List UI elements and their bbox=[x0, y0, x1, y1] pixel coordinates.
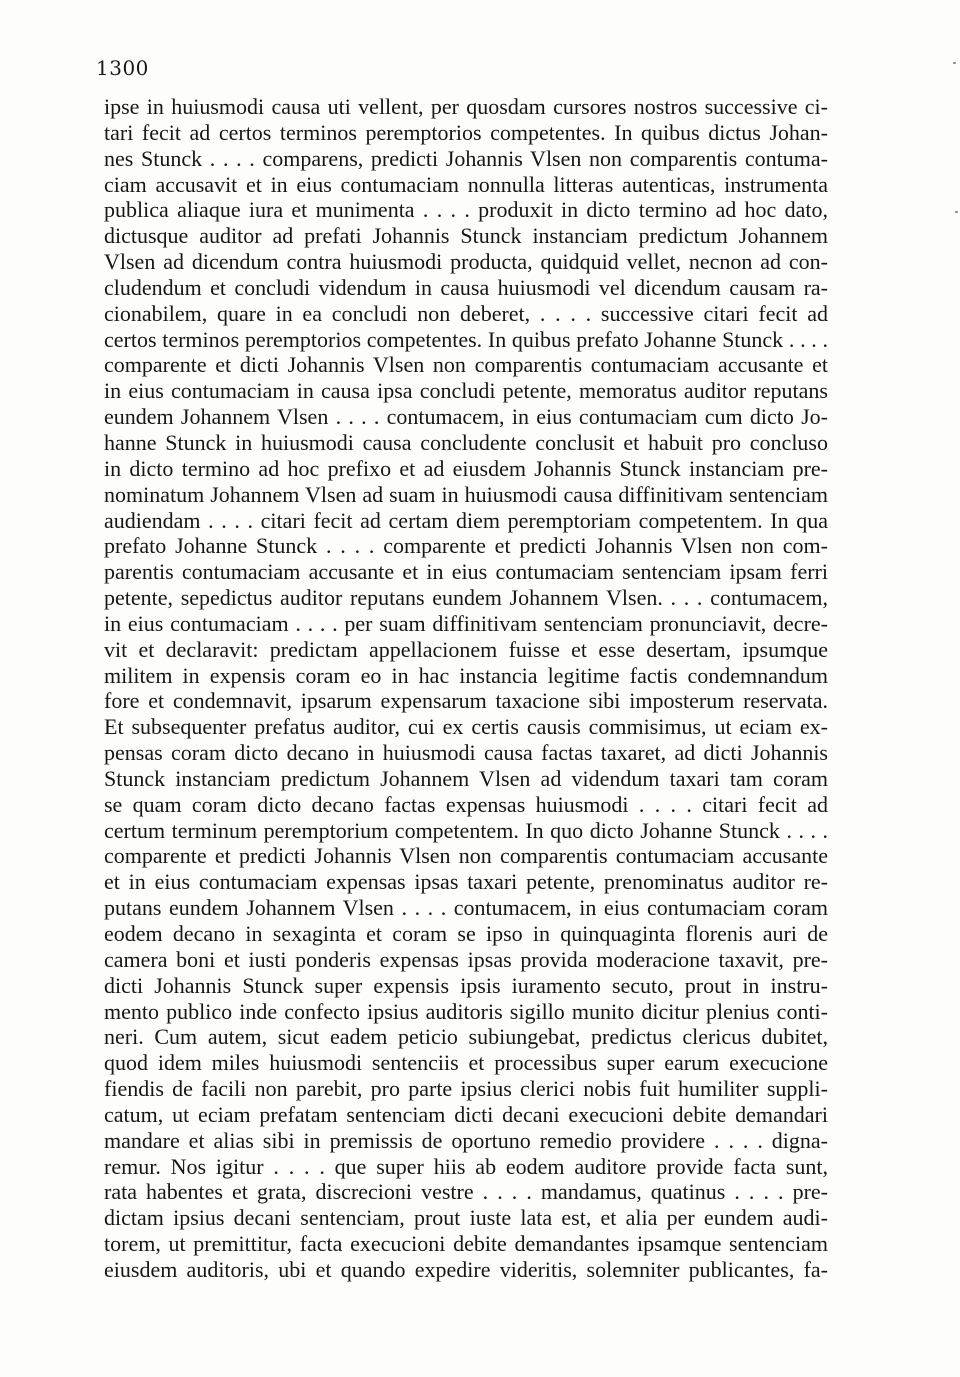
text-line: mandare et alias sibi in premissis de oportuno remedio providere . . . . digna- bbox=[104, 1127, 828, 1153]
text-line: mento publico inde confecto ipsius auditoris sigillo munito dicitur plenius conti- bbox=[104, 998, 828, 1024]
text-line: fore et condemnavit, ipsarum expensarum taxacione sibi imposterum reservata. bbox=[104, 688, 828, 714]
text-line: hanne Stunck in huiusmodi causa concludente conclusit et habuit pro concluso bbox=[104, 429, 828, 455]
scan-speck bbox=[955, 211, 958, 213]
text-line: publica aliaque iura et munimenta . . . . produxit in dicto termino ad hoc dato, bbox=[104, 197, 828, 223]
text-line: in eius contumaciam . . . . per suam diffinitivam sentenciam pronunciavit, decre- bbox=[104, 610, 828, 636]
text-line: pensas coram dicto decano in huiusmodi causa factas taxaret, ad dicti Johannis bbox=[104, 740, 828, 766]
text-line: camera boni et iusti ponderis expensas ipsas provida moderacione taxavit, pre- bbox=[104, 946, 828, 972]
text-line: militem in expensis coram eo in hac instancia legitime factis condemnandum bbox=[104, 662, 828, 688]
text-line: remur. Nos igitur . . . . que super hiis ab eodem auditore provide facta sunt, bbox=[104, 1153, 828, 1179]
text-line: et in eius contumaciam expensas ipsas taxari petente, prenominatus auditor re- bbox=[104, 869, 828, 895]
text-line: nes Stunck . . . . comparens, predicti Johannis Vlsen non comparentis contuma- bbox=[104, 145, 828, 171]
page-number: 1300 bbox=[96, 56, 149, 80]
text-line: petente, sepedictus auditor reputans eundem Johannem Vlsen. . . . contumacem, bbox=[104, 585, 828, 611]
text-line: eundem Johannem Vlsen . . . . contumacem, in eius contumaciam cum dicto Jo- bbox=[104, 404, 828, 430]
text-line: prefato Johanne Stunck . . . . comparente et predicti Johannis Vlsen non com- bbox=[104, 533, 828, 559]
text-line: eodem decano in sexaginta et coram se ipso in quinquaginta florenis auri de bbox=[104, 921, 828, 946]
text-line: catum, ut eciam prefatam sentenciam dicti decani execucioni debite demandari bbox=[104, 1101, 828, 1127]
text-line: Vlsen ad dicendum contra huiusmodi producta, quidquid vellet, necnon ad con- bbox=[104, 249, 828, 275]
text-line: dicti Johannis Stunck super expensis ipsis iuramento secuto, prout in instru- bbox=[104, 972, 828, 998]
text-line: comparente et predicti Johannis Vlsen non comparentis contumaciam accusante bbox=[104, 843, 828, 869]
text-line: Stunck instanciam predictum Johannem Vlsen ad videndum taxari tam coram bbox=[104, 765, 828, 791]
text-line: certum terminum peremptorium competentem. In quo dicto Johanne Stunck . . . . bbox=[104, 817, 828, 843]
text-line: fiendis de facili non parebit, pro parte ipsius clerici nobis fuit humiliter suppli- bbox=[104, 1076, 828, 1102]
text-line: ipse in huiusmodi causa uti vellent, per quosdam cursores nostros successive ci- bbox=[104, 94, 828, 119]
text-line: vit et declaravit: predictam appellacionem fuisse et esse desertam, ipsumque bbox=[104, 636, 828, 662]
text-line: comparente et dicti Johannis Vlsen non comparentis contumaciam accusante et bbox=[104, 352, 828, 378]
text-line: in dicto termino ad hoc prefixo et ad eiusdem Johannis Stunck instanciam pre- bbox=[104, 455, 828, 481]
text-line: nominatum Johannem Vlsen ad suam in huiusmodi causa diffinitivam sentenciam bbox=[104, 481, 828, 507]
text-line: cionabilem, quare in ea concludi non deberet, . . . . successive citari fecit ad bbox=[104, 300, 828, 326]
scan-speck bbox=[953, 62, 956, 64]
text-line: Et subsequenter prefatus auditor, cui ex certis causis commisimus, ut eciam ex- bbox=[104, 714, 828, 740]
text-line: eiusdem auditoris, ubi et quando expedire videritis, solemniter publicantes, fa- bbox=[104, 1256, 828, 1282]
text-line: parentis contumaciam accusante et in eius contumaciam sentenciam ipsam ferri bbox=[104, 559, 828, 585]
text-line: torem, ut premittitur, facta execucioni debite demandantes ipsamque sentenciam bbox=[104, 1231, 828, 1257]
text-line: se quam coram dicto decano factas expensas huiusmodi . . . . citari fecit ad bbox=[104, 791, 828, 817]
text-line: cludendum et concludi videndum in causa huiusmodi vel dicendum causam ra- bbox=[104, 274, 828, 300]
text-line: tari fecit ad certos terminos peremptorios competentes. In quibus dictus Johan- bbox=[104, 119, 828, 145]
text-line: ciam accusavit et in eius contumaciam nonnulla litteras autenticas, instrumenta bbox=[104, 171, 828, 197]
text-line: certos terminos peremptorios competentes. In quibus prefato Johanne Stunck . . . . bbox=[104, 326, 828, 352]
text-line: putans eundem Johannem Vlsen . . . . contumacem, in eius contumaciam coram bbox=[104, 895, 828, 921]
text-line: rata habentes et grata, discrecioni vestre . . . . mandamus, quatinus . . . . pre- bbox=[104, 1179, 828, 1205]
text-line: quod idem miles huiusmodi sentenciis et processibus super earum execucione bbox=[104, 1050, 828, 1076]
text-line: in eius contumaciam in causa ipsa concludi petente, memoratus auditor reputans bbox=[104, 378, 828, 404]
text-line: dictusque auditor ad prefati Johannis Stunck instanciam predictum Johannem bbox=[104, 223, 828, 249]
body-text bbox=[104, 94, 828, 1283]
text-line: audiendam . . . . citari fecit ad certam diem peremptoriam competentem. In qua bbox=[104, 507, 828, 533]
text-line: dictam ipsius decani sentenciam, prout iuste lata est, et alia per eundem audi- bbox=[104, 1205, 828, 1231]
text-line: neri. Cum autem, sicut eadem peticio subiungebat, predictus clericus dubitet, bbox=[104, 1024, 828, 1050]
